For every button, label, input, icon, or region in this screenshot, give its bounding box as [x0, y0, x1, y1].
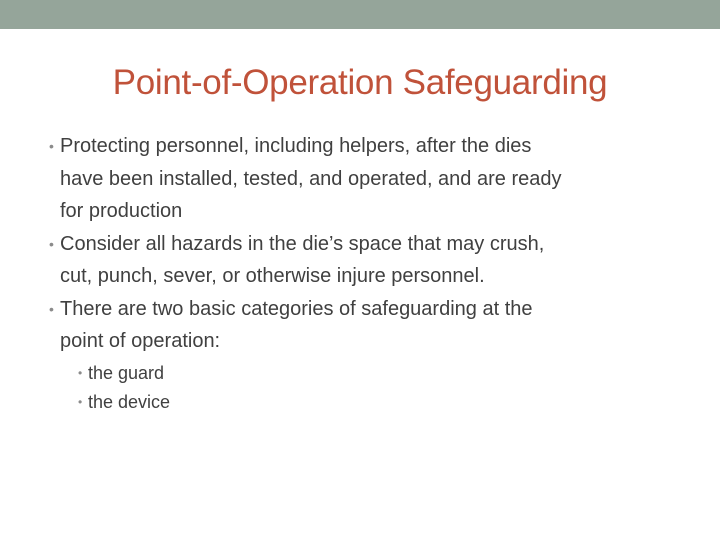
header-band	[0, 0, 720, 29]
bullet-line: cut, punch, sever, or otherwise injure personnel.	[60, 265, 485, 287]
bullet-line: Consider all hazards in the die’s space that may crush,	[60, 232, 545, 255]
bullet-marker: •	[78, 394, 83, 409]
bullet-line: point of operation:	[60, 330, 221, 352]
bullet-item	[50, 130, 690, 228]
slide-body	[50, 130, 690, 417]
bullet-marker: •	[49, 138, 54, 154]
bullet-marker: •	[78, 365, 83, 380]
bullet-line: Protecting personnel, including helpers, after the dies	[60, 135, 532, 157]
bullet-marker: •	[49, 235, 54, 252]
sub-bullet-item	[79, 388, 690, 417]
sub-bullet-list	[50, 359, 690, 417]
bullet-item	[50, 293, 690, 358]
sub-bullet-text: the guard	[88, 362, 165, 383]
sub-bullet-item	[79, 359, 690, 388]
sub-bullet-text: the device	[88, 391, 171, 412]
bullet-line: have been installed, tested, and operated, and are ready	[60, 167, 562, 190]
bullet-line: for production	[60, 200, 183, 222]
bullet-item	[50, 228, 690, 293]
bullet-line: There are two basic categories of safeguarding at the	[60, 297, 533, 320]
slide-title: Point-of-Operation Safeguarding	[112, 63, 608, 102]
bullet-marker: •	[49, 300, 54, 317]
